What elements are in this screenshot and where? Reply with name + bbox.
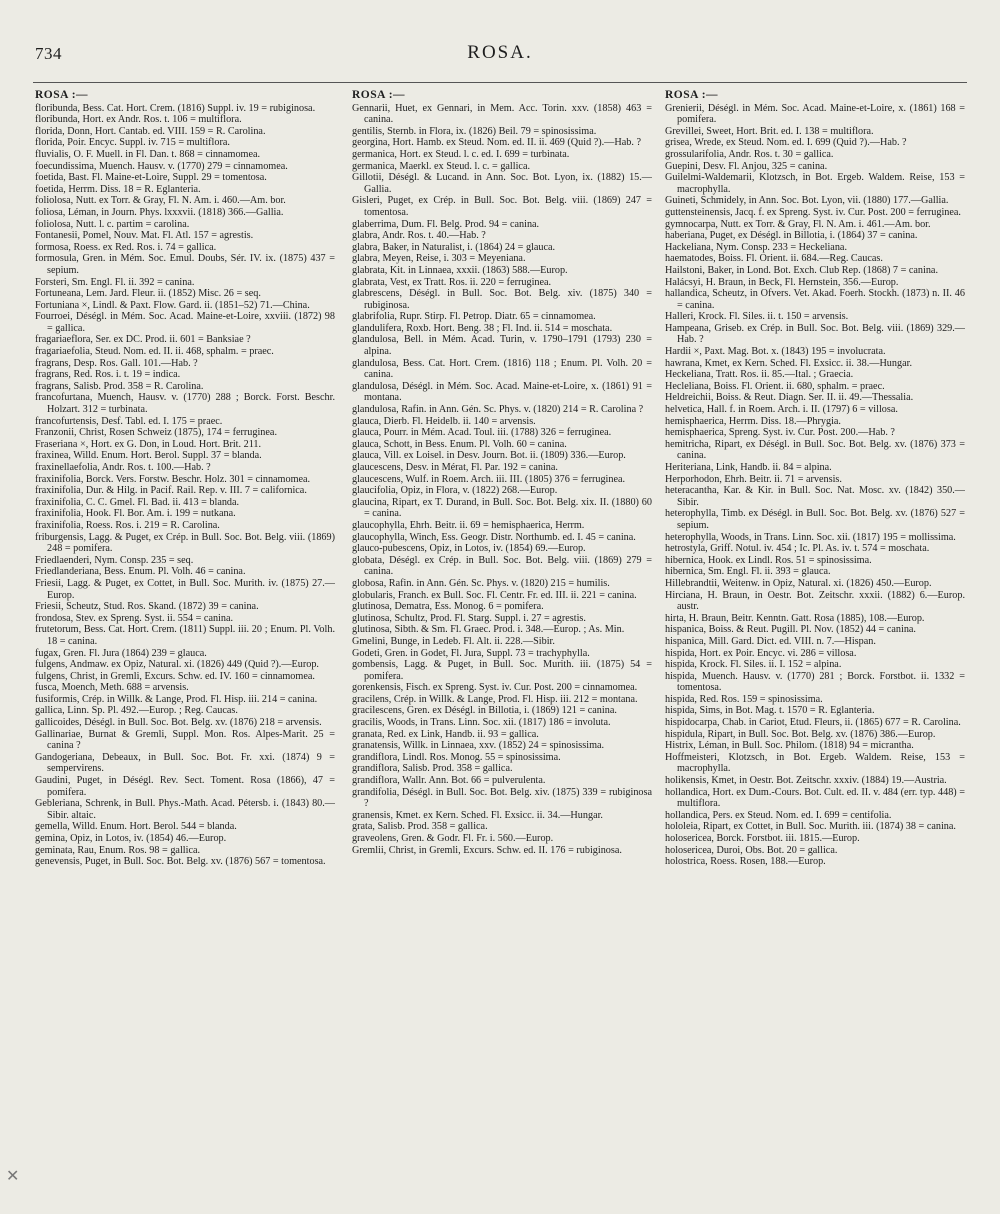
entry: fugax, Gren. Fl. Jura (1864) 239 = glauca. bbox=[35, 647, 207, 659]
entry: Halácsyi, H. Braun, in Beck, Fl. Hernstein, 356.—Europ. bbox=[665, 276, 899, 288]
entry: fraxinifolia, C. C. Gmel. Fl. Bad. ii. 413 = blanda. bbox=[35, 496, 240, 508]
entry: hemisphaerica, Spreng. Syst. iv. Cur. Post. 200.—Hab. ? bbox=[665, 427, 895, 439]
entry: Fraseriana ×, Hort. ex G. Don, in Loud. Hort. Brit. 211. bbox=[35, 438, 262, 450]
column-heading: ROSA :— bbox=[352, 89, 406, 101]
entry: fusiformis, Crép. in Willk. & Lange, Prod. Fl. Hisp. iii. 214 = canina. bbox=[35, 693, 318, 705]
entry: hibernica, Hook. ex Lindl. Ros. 51 = spinosissima. bbox=[665, 554, 872, 566]
entry: glauco-pubescens, Opiz, in Lotos, iv. (1854) 69.—Europ. bbox=[352, 543, 586, 555]
entry: Heckeliana, Tratt. Ros. ii. 85.—Ital. ; Graecia. bbox=[665, 369, 854, 381]
entry: guttensteinensis, Jacq. f. ex Spreng. Syst. iv. Cur. Post. 200 = ferruginea. bbox=[665, 206, 961, 218]
header-rule bbox=[33, 82, 967, 83]
entry: fraxinifolia, Roess. Ros. i. 219 = R. Carolina. bbox=[35, 519, 220, 531]
entry-list bbox=[35, 103, 335, 868]
entry: hispida, Red. Ros. 159 = spinosissima. bbox=[665, 693, 823, 705]
entry: Godeti, Gren. in Godet, Fl. Jura, Suppl. 73 = trachyphylla. bbox=[352, 647, 590, 659]
entry: grandiflora, Lindl. Ros. Monog. 55 = spinosissima. bbox=[352, 751, 561, 763]
entry-list bbox=[352, 103, 652, 857]
entry: holikensis, Kmet, in Oestr. Bot. Zeitschr. xxxiv. (1884) 19.—Austria. bbox=[665, 775, 947, 787]
entry: glandulosa, Déségl. in Mém. Soc. Acad. Maine-et-Loire, x. (1861) 91 = montana. bbox=[352, 380, 652, 404]
entry: Forsteri, Sm. Engl. Fl. ii. 392 = canina. bbox=[35, 276, 195, 288]
entry: glaberrima, Dum. Fl. Belg. Prod. 94 = canina. bbox=[352, 218, 540, 230]
entry: Gaudini, Puget, in Déségl. Rev. Sect. Toment. Rosa (1866), 47 = pomifera. bbox=[35, 775, 335, 798]
entry: Friesii, Scheutz, Stud. Ros. Skand. (1872) 39 = canina. bbox=[35, 601, 259, 613]
entry: germanica, Hort. ex Steud. l. c. ed. I. 699 = turbinata. bbox=[352, 148, 570, 160]
entry: Friedlaenderi, Nym. Consp. 235 = seq. bbox=[35, 554, 194, 566]
entry: granatensis, Willk. in Linnaea, xxv. (1852) 24 = spinosissima. bbox=[352, 740, 605, 752]
entry: Hoffmeisteri, Klotzsch, in Bot. Ergeb. Waldem. Reise, 153 = macrophylla. bbox=[665, 751, 965, 775]
entry: Guilelmi-Waldemarii, Klotzsch, in Bot. Ergeb. Waldem. Reise, 153 = macrophylla. bbox=[665, 172, 965, 195]
entry: hispidula, Ripart, in Bull. Soc. Bot. Belg. xv. (1876) 386.—Europ. bbox=[665, 728, 936, 740]
entry: hemisphaerica, Herrm. Diss. 18.—Phrygia. bbox=[665, 415, 841, 427]
entry: glaucescens, Desv. in Mérat, Fl. Par. 192 = canina. bbox=[352, 462, 558, 473]
entry: Gebleriana, Schrenk, in Bull. Phys.-Math. Acad. Pétersb. i. (1843) 80.—Sibir. altaic. bbox=[35, 798, 335, 821]
entry: haematodes, Boiss. Fl. Orient. ii. 684.—Reg. Caucas. bbox=[665, 253, 883, 265]
entry: glabrata, Vest, ex Tratt. Ros. ii. 220 = ferruginea. bbox=[352, 276, 552, 288]
entry: gemella, Willd. Enum. Hort. Berol. 544 = blanda. bbox=[35, 821, 237, 833]
entry: Friesii, Lagg. & Puget, ex Cottet, in Bull. Soc. Murith. iv. (1875) 27.—Europ. bbox=[35, 577, 335, 601]
entry: grossularifolia, Andr. Ros. t. 30 = gallica. bbox=[665, 148, 834, 160]
entry: formosa, Roess. ex Red. Ros. i. 74 = gallica. bbox=[35, 241, 217, 253]
entry: hemitricha, Ripart, ex Déségl. in Bull. Soc. Bot. Belg. xv. (1876) 373 = canina. bbox=[665, 438, 965, 462]
entry: Herporhodon, Ehrh. Beitr. ii. 71 = arvensis. bbox=[665, 473, 842, 485]
entry: frutetorum, Bess. Cat. Hort. Crem. (1811) Suppl. iii. 20 ; Enum. Pl. Volh. 18 = canina. bbox=[35, 624, 335, 647]
entry: Hirciana, H. Braun, in Oestr. Bot. Zeitschr. xxxii. (1882) 6.—Europ. austr. bbox=[665, 589, 965, 613]
entry: hirta, H. Braun, Beitr. Kenntn. Gatt. Rosa (1885), 108.—Europ. bbox=[665, 612, 925, 624]
entry: glandulifera, Roxb. Hort. Beng. 38 ; Fl. Ind. ii. 514 = moschata. bbox=[352, 322, 613, 334]
page-header bbox=[0, 38, 1000, 68]
entry: glabrifolia, Rupr. Stirp. Fl. Petrop. Diatr. 65 = cinnamomea. bbox=[352, 311, 596, 323]
entry: grisea, Wrede, ex Steud. Nom. ed. I. 699 (Quid ?).—Hab. ? bbox=[665, 137, 907, 149]
entry: Fortuniana ×, Lindl. & Paxt. Flow. Gard. ii. (1851–52) 71.—China. bbox=[35, 299, 310, 311]
entry: germanica, Maerkl. ex Steud. l. c. = gallica. bbox=[352, 160, 531, 172]
entry: Grenierii, Déségl. in Mém. Soc. Acad. Maine-et-Loire, x. (1861) 168 = pomifera. bbox=[665, 102, 965, 126]
entry: Hampeana, Griseb. ex Crép. in Bull. Soc. Bot. Belg. viii. (1869) 329.—Hab. ? bbox=[665, 322, 965, 346]
entry: globata, Déségl. ex Crép. in Bull. Soc. Bot. Belg. viii. (1869) 279 = canina. bbox=[352, 554, 652, 578]
entry: genevensis, Puget, in Bull. Soc. Bot. Belg. xv. (1876) 567 = tomentosa. bbox=[35, 856, 326, 868]
entry: fragariaefolia, Steud. Nom. ed. II. ii. 468, sphalm. = praec. bbox=[35, 346, 274, 358]
margin-mark: ✕ bbox=[6, 1168, 20, 1185]
entry: gorenkensis, Fisch. ex Spreng. Syst. iv. Cur. Post. 200 = cinnamomea. bbox=[352, 682, 638, 694]
page-number: 734 bbox=[35, 44, 62, 63]
entry: helvetica, Hall. f. in Roem. Arch. i. II. (1797) 6 = villosa. bbox=[665, 404, 898, 416]
entry: foetida, Bast. Fl. Maine-et-Loire, Suppl. 29 = tomentosa. bbox=[35, 172, 267, 184]
entry: holosericea, Duroi, Obs. Bot. 20 = gallica. bbox=[665, 844, 838, 856]
entry: granata, Red. ex Link, Handb. ii. 93 = gallica. bbox=[352, 728, 539, 740]
entry: fulgens, Christ, in Gremli, Excurs. Schw. ed. IV. 160 = cinnamomea. bbox=[35, 670, 315, 682]
entry: grandiflora, Wallr. Ann. Bot. 66 = pulverulenta. bbox=[352, 775, 546, 787]
entry: fraxinifolia, Dur. & Hilg. in Pacif. Rail. Rep. v. III. 7 = californica. bbox=[35, 485, 307, 497]
entry: fraxinifolia, Borck. Vers. Forstw. Beschr. Holz. 301 = cinnamomea. bbox=[35, 473, 311, 485]
entry: hibernica, Sm. Engl. Fl. ii. 393 = glauca. bbox=[665, 566, 831, 578]
entry: hispanica, Boiss. & Reut. Pugill. Pl. Nov. (1852) 44 = canina. bbox=[665, 624, 916, 636]
entry: gombensis, Lagg. & Puget, in Bull. Soc. Murith. iii. (1875) 54 = pomifera. bbox=[352, 659, 652, 682]
entry: Histrix, Léman, in Bull. Soc. Philom. (1818) 94 = micrantha. bbox=[665, 740, 914, 752]
entry: haberiana, Puget, ex Déségl. in Billotia, i. (1864) 37 = canina. bbox=[665, 230, 918, 242]
entry: Fortuneana, Lem. Jard. Fleur. ii. (1852) Misc. 26 = seq. bbox=[35, 288, 261, 300]
entry: foliolosa, Nutt. ex Torr. & Gray, Fl. N. Am. i. 460.—Am. bor. bbox=[35, 195, 286, 207]
entry: Halleri, Krock. Fl. Siles. ii. t. 150 = arvensis. bbox=[665, 311, 849, 323]
entry: Fontanesii, Pomel, Nouv. Mat. Fl. Atl. 157 = agrestis. bbox=[35, 230, 254, 242]
entry: glabrata, Kit. in Linnaea, xxxii. (1863) 588.—Europ. bbox=[352, 264, 568, 276]
entry: hallandica, Scheutz, in Ofvers. Vet. Akad. Foerh. Stockh. (1873) n. II. 46 = canina. bbox=[665, 288, 965, 311]
entry: gracilescens, Gren. ex Déségl. in Billotia, i. (1869) 121 = canina. bbox=[352, 705, 617, 717]
entry: globularis, Franch. ex Bull. Soc. Fl. Centr. Fr. ed. III. ii. 221 = canina. bbox=[352, 589, 637, 601]
entry: Gmelini, Bunge, in Ledeb. Fl. Alt. ii. 228.—Sibir. bbox=[352, 635, 555, 647]
entry: gallica, Linn. Sp. Pl. 492.—Europ. ; Reg. Caucas. bbox=[35, 705, 238, 717]
entry: hololeia, Ripart, ex Cottet, in Bull. Soc. Murith. iii. (1874) 38 = canina. bbox=[665, 821, 956, 833]
entry: Gandogeriana, Debeaux, in Bull. Soc. Bot. Fr. xxi. (1874) 9 = sempervirens. bbox=[35, 751, 335, 775]
entry: gracilens, Crép. in Willk. & Lange, Prod. Fl. Hisp. iii. 212 = montana. bbox=[352, 693, 638, 705]
entry: Fourroei, Déségl. in Mém. Soc. Acad. Maine-et-Loire, xxviii. (1872) 98 = gallica. bbox=[35, 311, 335, 334]
entry: Heldreichii, Boiss. & Reut. Diagn. Ser. II. ii. 49.—Thessalia. bbox=[665, 392, 914, 404]
entry: fragrans, Red. Ros. i. t. 19 = indica. bbox=[35, 369, 181, 381]
entry: hollandica, Hort. ex Dum.-Cours. Bot. Cult. ed. II. v. 484 (err. typ. 448) = multiflora. bbox=[665, 786, 965, 810]
entry: Guineti, Schmidely, in Ann. Soc. Bot. Lyon, vii. (1880) 177.—Gallia. bbox=[665, 195, 949, 207]
entry: Gallinariae, Burnat & Gremli, Suppl. Mon. Ros. Alpes-Marit. 25 = canina ? bbox=[35, 728, 335, 752]
entry: fusca, Moench, Meth. 688 = arvensis. bbox=[35, 682, 189, 694]
entry: florida, Donn, Hort. Cantab. ed. VIII. 159 = R. Carolina. bbox=[35, 125, 266, 137]
entry: Gisleri, Puget, ex Crép. in Bull. Soc. Bot. Belg. viii. (1869) 247 = tomentosa. bbox=[352, 195, 652, 218]
entry: foecundissima, Muench. Hausv. v. (1770) 279 = cinnamomea. bbox=[35, 160, 288, 172]
entry: foliosa, Léman, in Journ. Phys. lxxxvii. (1818) 366.—Gallia. bbox=[35, 206, 284, 218]
entry: fraxinifolia, Hook. Fl. Bor. Am. i. 199 = nutkana. bbox=[35, 508, 236, 520]
entry: glutinosa, Sibth. & Sm. Fl. Graec. Prod. i. 348.—Europ. ; As. Min. bbox=[352, 624, 625, 636]
entry: geminata, Rau, Enum. Ros. 98 = gallica. bbox=[35, 844, 201, 856]
entry: foliolosa, Nutt. l. c. partim = carolina. bbox=[35, 218, 190, 230]
column-heading: ROSA :— bbox=[665, 89, 719, 101]
column-1 bbox=[35, 90, 335, 868]
entry: heterophylla, Woods, in Trans. Linn. Soc. xii. (1817) 195 = mollissima. bbox=[665, 531, 956, 543]
entry: glandulosa, Bess. Cat. Hort. Crem. (1816) 118 ; Enum. Pl. Volh. 20 = canina. bbox=[352, 357, 652, 381]
entry: granensis, Kmet. ex Kern. Sched. Fl. Exsicc. ii. 34.—Hungar. bbox=[352, 809, 603, 821]
entry: Hackeliana, Nym. Consp. 233 = Heckeliana. bbox=[665, 241, 847, 253]
entry: grata, Salisb. Prod. 358 = gallica. bbox=[352, 821, 488, 833]
entry: Gillotii, Déségl. & Lucand. in Ann. Soc. Bot. Lyon, ix. (1882) 15.—Gallia. bbox=[352, 172, 652, 195]
entry: glutinosa, Schultz, Prod. Fl. Starg. Suppl. i. 27 = agrestis. bbox=[352, 612, 586, 624]
entry: francofurtensis, Desf. Tabl. ed. I. 175 = praec. bbox=[35, 415, 223, 427]
entry: Guepini, Desv. Fl. Anjou, 325 = canina. bbox=[665, 160, 828, 172]
entry: glandulosa, Rafin. in Ann. Gén. Sc. Phys. v. (1820) 214 = R. Carolina ? bbox=[352, 404, 644, 416]
entry: gracilis, Woods, in Trans. Linn. Soc. xii. (1817) 186 = involuta. bbox=[352, 717, 611, 729]
entry: fraxinellaefolia, Andr. Ros. t. 100.—Hab. ? bbox=[35, 462, 211, 473]
entry: grandifolia, Déségl. in Bull. Soc. Bot. Belg. xiv. (1875) 339 = rubiginosa ? bbox=[352, 786, 652, 810]
entry: Hardii ×, Paxt. Mag. Bot. x. (1843) 195 = involucrata. bbox=[665, 346, 886, 358]
entry: glaucescens, Wulf. in Roem. Arch. iii. III. (1805) 376 = ferruginea. bbox=[352, 473, 626, 485]
entry: gallicoides, Déségl. in Bull. Soc. Bot. Belg. xv. (1876) 218 = arvensis. bbox=[35, 717, 322, 729]
entry: glauca, Dierb. Fl. Heidelb. ii. 140 = arvensis. bbox=[352, 415, 536, 427]
entry: hispida, Sims, in Bot. Mag. t. 1570 = R. Eglanteria. bbox=[665, 705, 875, 717]
column-heading: ROSA :— bbox=[35, 89, 89, 101]
entry: holostrica, Roess. Rosen, 188.—Europ. bbox=[665, 856, 826, 868]
entry: foetida, Herrm. Diss. 18 = R. Eglanteria. bbox=[35, 183, 201, 195]
entry: florida, Poir. Encyc. Suppl. iv. 715 = multiflora. bbox=[35, 137, 230, 149]
entry: glaucina, Ripart, ex T. Durand, in Bull. Soc. Bot. Belg. xix. II. (1880) 60 = canina. bbox=[352, 496, 652, 520]
entry: glabra, Baker, in Naturalist, i. (1864) 24 = glauca. bbox=[352, 241, 556, 253]
entry: Heriteriana, Link, Handb. ii. 84 = alpina. bbox=[665, 462, 832, 473]
entry: fulgens, Andmaw. ex Opiz, Natural. xi. (1826) 449 (Quid ?).—Europ. bbox=[35, 659, 319, 671]
column-3 bbox=[665, 90, 965, 868]
running-head: ROSA. bbox=[467, 42, 533, 63]
entry: glauca, Pourr. in Mém. Acad. Toul. iii. (1788) 326 = ferruginea. bbox=[352, 427, 612, 439]
entry: fragariaeflora, Ser. ex DC. Prod. ii. 601 = Banksiae ? bbox=[35, 334, 251, 346]
column-2 bbox=[352, 90, 652, 856]
entry: hispida, Muench. Hausv. v. (1770) 281 ; Borck. Forstbot. ii. 1332 = tomentosa. bbox=[665, 670, 965, 694]
entry: glutinosa, Dematra, Ess. Monog. 6 = pomifera. bbox=[352, 601, 544, 613]
entry: fragrans, Desp. Ros. Gall. 101.—Hab. ? bbox=[35, 357, 198, 369]
entry: Hecleliana, Boiss. Fl. Orient. ii. 680, sphalm. = praec. bbox=[665, 380, 885, 392]
entry: frondosa, Stev. ex Spreng. Syst. ii. 554 = canina. bbox=[35, 612, 234, 624]
entry: heteracantha, Kar. & Kir. in Bull. Soc. Nat. Mosc. xv. (1842) 350.—Sibir. bbox=[665, 485, 965, 508]
entry: georgina, Hort. Hamb. ex Steud. Nom. ed. II. ii. 469 (Quid ?).—Hab. ? bbox=[352, 137, 641, 149]
entry: glaucophylla, Ehrh. Beitr. ii. 69 = hemisphaerica, Herrm. bbox=[352, 519, 585, 531]
entry: glabrescens, Déségl. in Bull. Soc. Bot. Belg. xiv. (1875) 340 = rubiginosa. bbox=[352, 288, 652, 311]
entry: hispidocarpa, Chab. in Cariot, Etud. Fleurs, ii. (1865) 677 = R. Carolina. bbox=[665, 717, 961, 729]
entry: holosericea, Borck. Forstbot. iii. 1815.—Europ. bbox=[665, 833, 860, 844]
entry: glaucifolia, Opiz, in Flora, v. (1822) 268.—Europ. bbox=[352, 485, 558, 497]
entry: floribunda, Hort. ex Andr. Ros. t. 106 = multiflora. bbox=[35, 114, 242, 126]
entry: gentilis, Sternb. in Flora, ix. (1826) Beil. 79 = spinosissima. bbox=[352, 125, 597, 137]
entry: hispanica, Mill. Gard. Dict. ed. VIII. n. 7.—Hispan. bbox=[665, 635, 876, 647]
entry-list bbox=[665, 103, 965, 868]
entry: Gremlii, Christ, in Gremli, Excurs. Schw. ed. II. 176 = rubiginosa. bbox=[352, 844, 622, 856]
entry: Gennarii, Huet, ex Gennari, in Mem. Acc. Torin. xxv. (1858) 463 = canina. bbox=[352, 102, 652, 126]
entry: fluvialis, O. F. Muell. in Fl. Dan. t. 868 = cinnamomea. bbox=[35, 148, 261, 160]
entry: fraxinea, Willd. Enum. Hort. Berol. Suppl. 37 = blanda. bbox=[35, 450, 262, 462]
entry: gemina, Opiz, in Lotos, iv. (1854) 46.—Europ. bbox=[35, 833, 227, 844]
entry: glandulosa, Bell. in Mém. Acad. Turin, v. 1790–1791 (1793) 230 = alpina. bbox=[352, 334, 652, 358]
entry: hollandica, Pers. ex Steud. Nom. ed. I. 699 = centifolia. bbox=[665, 809, 892, 821]
entry: Hailstoni, Baker, in Lond. Bot. Exch. Club Rep. (1868) 7 = canina. bbox=[665, 264, 938, 276]
entry: globosa, Rafin. in Ann. Gén. Sc. Phys. v. (1820) 215 = humilis. bbox=[352, 577, 610, 589]
entry: glaucophylla, Winch, Ess. Geogr. Distr. Northumb. ed. I. 45 = canina. bbox=[352, 531, 636, 543]
entry: francofurtana, Muench, Hausv. v. (1770) 288 ; Borck. Forst. Beschr. Holzart. 312 = turbinata. bbox=[35, 392, 335, 416]
entry: hetrostyla, Griff. Notul. iv. 454 ; Ic. Pl. As. iv. t. 574 = moschata. bbox=[665, 543, 930, 555]
entry: grandiflora, Salisb. Prod. 358 = gallica. bbox=[352, 763, 513, 775]
entry: fragrans, Salisb. Prod. 358 = R. Carolina. bbox=[35, 380, 204, 392]
entry: Hillebrandtii, Weitenw. in Opiz, Natural. xi. (1826) 450.—Europ. bbox=[665, 577, 932, 589]
entry: glauca, Schott, in Bess. Enum. Pl. Volh. 60 = canina. bbox=[352, 438, 567, 450]
entry: gymnocarpa, Nutt. ex Torr. & Gray, Fl. N. Am. i. 461.—Am. bor. bbox=[665, 218, 931, 230]
entry: hispida, Krock. Fl. Siles. ii. I. 152 = alpina. bbox=[665, 659, 842, 671]
entry: formosula, Gren. in Mém. Soc. Emul. Doubs, Sér. IV. ix. (1875) 437 = sepium. bbox=[35, 253, 335, 276]
entry: hispida, Hort. ex Poir. Encyc. vi. 286 = villosa. bbox=[665, 647, 857, 659]
entry: floribunda, Bess. Cat. Hort. Crem. (1816) Suppl. iv. 19 = rubiginosa. bbox=[35, 102, 316, 114]
entry: friburgensis, Lagg. & Puget, ex Crép. in Bull. Soc. Bot. Belg. viii. (1869) 248 = pomifera. bbox=[35, 531, 335, 555]
entry: Grevillei, Sweet, Hort. Brit. ed. I. 138 = multiflora. bbox=[665, 125, 874, 137]
entry: Franzonii, Christ, Rosen Schweiz (1875), 174 = ferruginea. bbox=[35, 427, 277, 439]
entry: glabra, Andr. Ros. t. 40.—Hab. ? bbox=[352, 230, 486, 242]
entry: Friedlanderiana, Bess. Enum. Pl. Volh. 46 = canina. bbox=[35, 566, 246, 578]
entry: hawrana, Kmet, ex Kern. Sched. Fl. Exsicc. ii. 38.—Hungar. bbox=[665, 357, 912, 369]
entry: glabra, Meyen, Reise, i. 303 = Meyeniana. bbox=[352, 253, 526, 265]
entry: graveolens, Gren. & Godr. Fl. Fr. i. 560.—Europ. bbox=[352, 833, 554, 844]
entry: heterophylla, Timb. ex Déségl. in Bull. Soc. Bot. Belg. xv. (1876) 527 = sepium. bbox=[665, 508, 965, 531]
entry: glauca, Vill. ex Loisel. in Desv. Journ. Bot. ii. (1809) 336.—Europ. bbox=[352, 450, 626, 462]
